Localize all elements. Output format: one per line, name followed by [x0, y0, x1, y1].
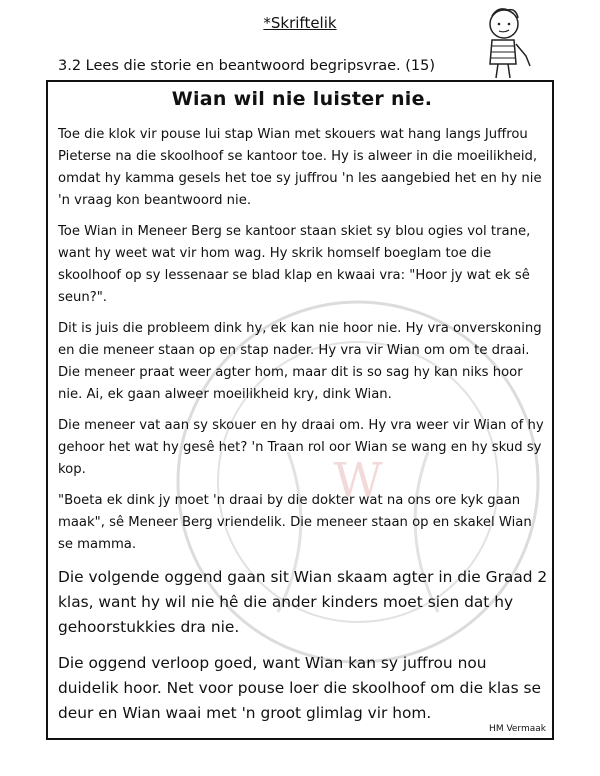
story-paragraph: Die oggend verloop goed, want Wian kan sy juffrou nou duidelik hoor. Net voor pouse loer die skoolhoof om die klas se deur en Wian waai met 'n groot glimlag vir hom.: [58, 654, 541, 722]
story-title: Wian wil nie luister nie.: [171, 88, 433, 110]
story-frame: [46, 80, 554, 740]
story-paragraph: Die meneer vat aan sy skouer en hy draai om. Hy vra weer vir Wian of hy gehoor het wat hy gesê het? 'n Traan rol oor Wian se wang en hy skud sy kop.: [58, 418, 544, 477]
story-paragraph: Toe Wian in Meneer Berg se kantoor staan skiet sy blou ogies vol trane, want hy weet wat vir hom wag. Hy skrik homself boeglam toe die skoolhoof op sy lessenaar se blad klap en kwaai vra: "Hoor jy wat ek sê seun?".: [58, 224, 531, 305]
story-body: [58, 124, 548, 737]
instruction: 3.2 Lees die storie en beantwoord begripsvrae. (15): [58, 58, 436, 74]
story-paragraph: Die volgende oggend gaan sit Wian skaam agter in die Graad 2 klas, want hy wil nie hê die ander kinders moet sien dat hy gehoorstukkies dra nie.: [58, 568, 548, 636]
story-paragraph: "Boeta ek dink jy moet 'n draai by die dokter wat na ons ore kyk gaan maak", sê Meneer Berg vriendelik. Die meneer staan op en skakel Wian se mamma.: [58, 493, 532, 552]
story-paragraph: Toe die klok vir pouse lui stap Wian met skouers wat hang langs Juffrou Pieterse na die skoolhoof se kantoor toe. Hy is alweer in die moeilikheid, omdat hy kamma gesels het toe sy juffrou 'n les aangebied het en hy nie 'n vraag kon beantwoord nie.: [58, 127, 542, 208]
boy-illustration-icon: [472, 2, 542, 82]
story-paragraph: Dit is juis die probleem dink hy, ek kan nie hoor nie. Hy vra onverskoning en die meneer staan op en stap nader. Hy vra vir Wian om om te draai. Die meneer praat weer agter hom, maar dit is so sag hy kan niks hoor nie. Ai, ek gaan alweer moeilikheid kry, dink Wian.: [58, 321, 542, 402]
svg-text:W: W: [333, 453, 383, 509]
author-credit: HM Vermaak: [489, 724, 546, 734]
section-label: *Skriftelik: [263, 14, 337, 32]
